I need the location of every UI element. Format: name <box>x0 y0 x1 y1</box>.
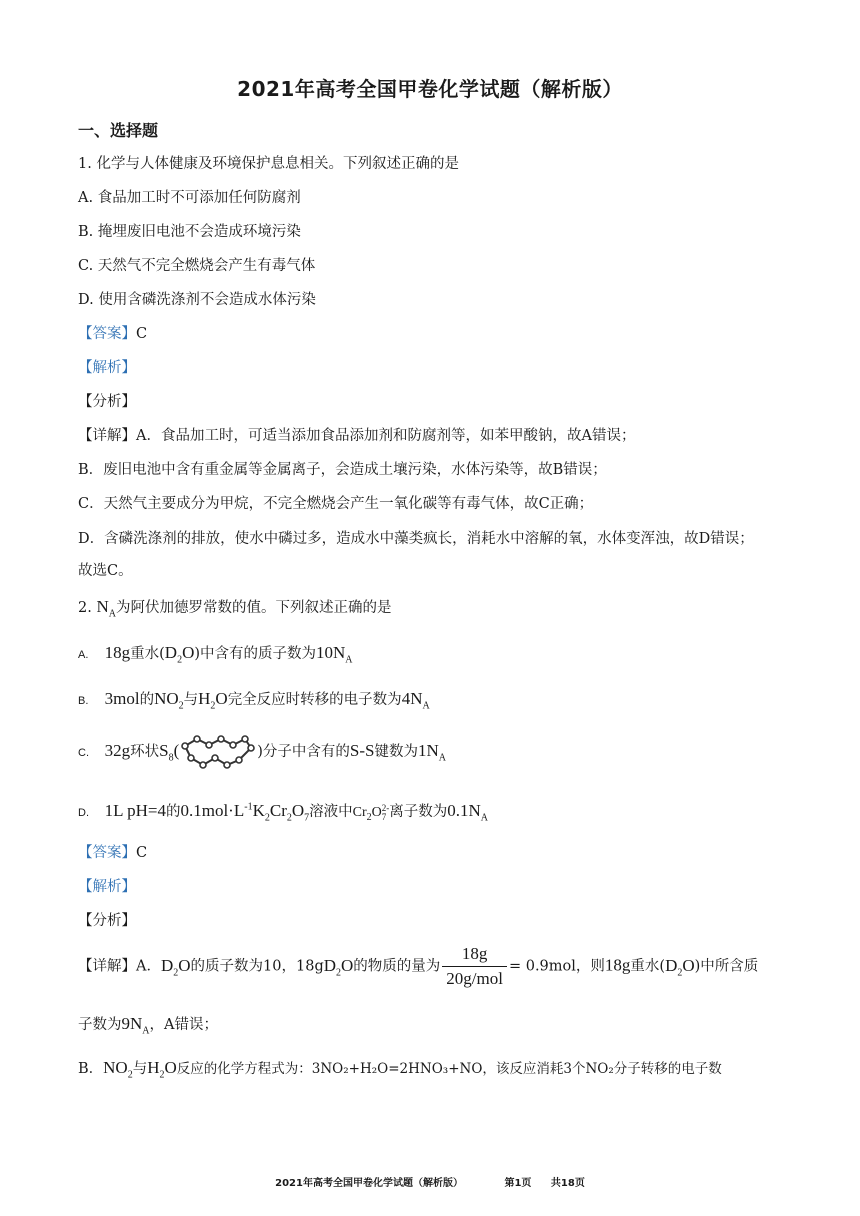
q2-answer <box>78 841 147 862</box>
footer-title: 2021年高考全国甲卷化学试题（解析版） <box>275 1178 463 1189</box>
q2-fenxi-label: 【分析】 <box>78 913 136 929</box>
page-title: 2021年高考全国甲卷化学试题（解析版） <box>237 77 623 101</box>
option-letter: C. <box>78 747 89 759</box>
q2-stem <box>78 596 391 619</box>
option-letter: B. <box>78 695 89 707</box>
q1-conclusion: 故选C。 <box>78 563 133 579</box>
answer-value: C <box>136 326 148 342</box>
q1-answer <box>78 322 147 343</box>
answer-label: 【答案】 <box>78 326 136 342</box>
q1-fenxi-label: 【分析】 <box>78 394 136 410</box>
q1-detail-b: B．废旧电池中含有重金属等金属离子，会造成土壤污染，水体污染等，故B错误； <box>78 462 607 478</box>
q2-detail-a: 【详解】A．$D_2O$的质子数为10，$18gD_2O$的物质的量为 $\frac{18g}{\text{20g/mol}}$ = 0.9mol，则18g重水$(D_2O)$中所含质 <box>78 944 759 988</box>
fraction-numerator: 18g <box>442 944 507 967</box>
q1-detail-d: D．含磷洗涤剂的排放，使水中磷过多，造成水中藻类疯长，消耗水中溶解的氧，水体变浑浊，故D错误； <box>78 531 754 547</box>
q2-option-a: A. 18g重水$(D_2O)$中含有的质子数为$10N_A$ <box>78 643 353 666</box>
footer-total-pages: 共18页 <box>550 1178 585 1189</box>
q2-option-d: D. 1L pH=4的$0.1mol\cdot L^{-1}K_2Cr_2O_7$溶液中$Cr_2O$ 2- 7 离子数为$0.1N_A$ <box>78 801 489 824</box>
q1-detail-c: C．天然气主要成分为甲烷，不完全燃烧会产生一氧化碳等有毒气体，故C正确； <box>78 496 594 512</box>
q2-detail-a-cont: 子数为$9N_A$，A错误； <box>78 1014 218 1037</box>
detail-text: A．食品加工时，可适当添加食品添加剂和防腐剂等，如苯甲酸钠，故A错误； <box>136 428 636 444</box>
q2-option-c: C. 32g环状$S_8$( )分子中含有的S-S键数为$1N_A$ <box>78 734 446 770</box>
na-symbol: $N_A$ <box>96 597 116 620</box>
q1-option-b: B. 掩埋废旧电池不会造成环境污染 <box>78 224 301 240</box>
q2-option-b: B. 3mol的$NO_2$与$H_2O$完全反应时转移的电子数为$4N_A$ <box>78 689 430 712</box>
fraction-denominator: 20g/mol <box>446 969 503 988</box>
s8-ring-structure <box>179 734 257 770</box>
q1-option-d: D. 使用含磷洗涤剂不会造成水体污染 <box>78 292 316 308</box>
fraction <box>442 944 507 989</box>
answer-value: C <box>136 845 148 861</box>
footer-page-number: 第1页 <box>504 1178 532 1189</box>
page-footer <box>0 1174 860 1189</box>
detail-label: 【详解】 <box>78 428 136 444</box>
q1-stem: 1. 化学与人体健康及环境保护息息相关。下列叙述正确的是 <box>78 156 459 172</box>
option-letter: D. <box>78 807 89 819</box>
q2-analysis-label: 【解析】 <box>78 879 136 895</box>
q1-analysis-label: 【解析】 <box>78 360 136 376</box>
q1-detail-a <box>78 424 635 445</box>
q1-option-a: A. 食品加工时不可添加任何防腐剂 <box>78 190 301 206</box>
q2-detail-b: B．$NO_2$与$H_2O$反应的化学方程式为：3NO₂+H₂O=2HNO₃+NO，该反应消耗3个NO₂分子转移的电子数 <box>78 1058 722 1081</box>
answer-label: 【答案】 <box>78 845 136 861</box>
q2-stem-text: 为阿伏加德罗常数的值。下列叙述正确的是 <box>115 600 392 616</box>
q1-option-c: C. 天然气不完全燃烧会产生有毒气体 <box>78 258 316 274</box>
option-letter: A. <box>78 649 89 661</box>
section-heading: 一、选择题 <box>78 121 159 140</box>
detail-label: 【详解】 <box>78 958 136 975</box>
q2-number: 2. <box>78 600 92 616</box>
